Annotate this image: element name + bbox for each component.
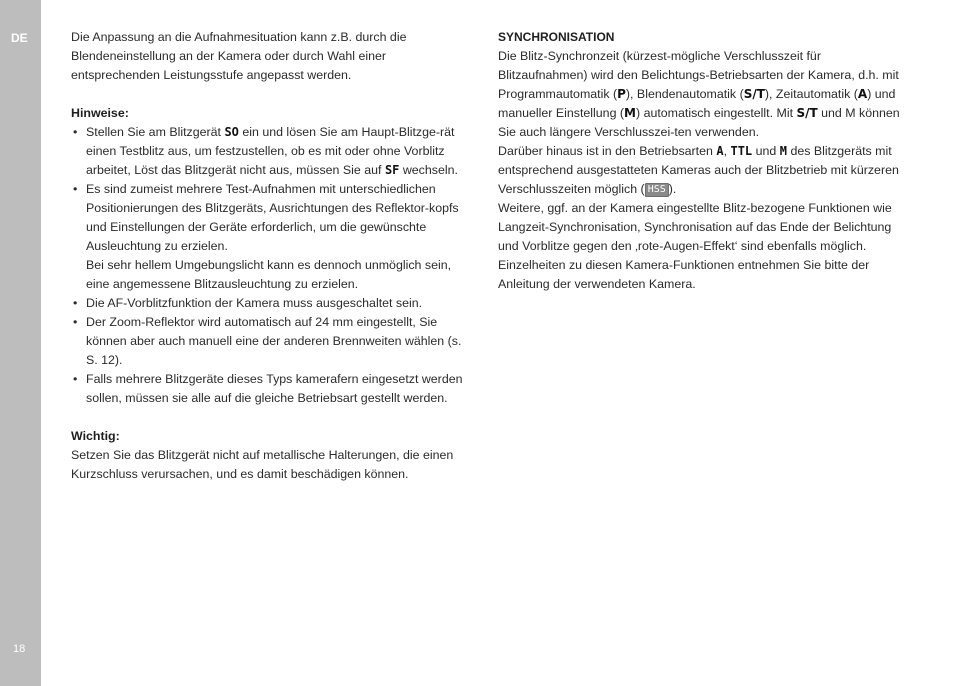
language-tab: DE (11, 31, 28, 45)
text-span: des Blitzgeräts mit entsprechend ausgestatteten Kameras auch der Blitzbetrieb mit kürzeren Verschlusszeiten möglich ( (498, 144, 899, 196)
list-item (71, 180, 474, 294)
sync-paragraph-3: Weitere, ggf. an der Kamera eingestellte Blitz-bezogene Funktionen wie Langzeit-Synchronisation, Synchronisation auf das Ende der Belichtung und Vorblitze gegen den ‚rote-Augen-Effekt‘ sind ebenfalls möglich. (498, 201, 892, 253)
page-sidebar (0, 0, 41, 686)
display-code-ttl: TTL (730, 144, 753, 158)
display-code-a: A (716, 144, 724, 158)
mode-st: S/T (743, 87, 765, 101)
text-span: ) automatisch eingestellt. Mit (636, 106, 794, 120)
page-number: 18 (13, 643, 26, 655)
wichtig-heading: Wichtig: (71, 429, 120, 443)
text-span: ), Zeitautomatik ( (764, 87, 858, 101)
list-item: • Der Zoom-Reflektor wird automatisch auf 24 mm eingestellt, Sie können aber auch manuell eine der anderen Brennweiten wählen (s. S. 12). (71, 313, 474, 370)
section-heading: SYNCHRONISATION (498, 30, 615, 44)
text-span: Es sind zumeist mehrere Test-Aufnahmen mit unterschiedlichen Positionierungen des Blitzgeräts, Ausrichtungen des Reflektor-kopfs und Einstellungen der Geräte erforderlich, um die gewünschte Ausleuchtung zu erzielen. (86, 182, 459, 253)
text-span: ein und lösen Sie am Haupt-Blitzge-rät einen Testblitz aus, um festzustellen, ob es mit oder ohne Vorblitz arbeitet, Löst das Blitzgerät nicht aus, müssen Sie auf (86, 125, 455, 177)
mode-m: M (624, 106, 636, 120)
list-item: • Falls mehrere Blitzgeräte dieses Typs kamerafern eingesetzt werden sollen, müssen sie alle auf die gleiche Betriebsart gestellt werden. (71, 370, 474, 408)
sync-paragraph-1 (498, 47, 900, 142)
hinweise-list (71, 123, 474, 408)
text-span: ). (668, 182, 677, 196)
sync-paragraph-4: Einzelheiten zu diesen Kamera-Funktionen entnehmen Sie bitte der Anleitung der verwendeten Kamera. (498, 258, 870, 291)
display-code-sf: SF (384, 163, 400, 177)
intro-paragraph: Die Anpassung an die Aufnahmesituation kann z.B. durch die Blendeneinstellung an der Kamera oder durch Wahl einer entsprechenden Leistungsstufe angepasst werden. (71, 30, 407, 82)
left-column (71, 28, 474, 484)
hss-badge: HSS (645, 183, 669, 197)
wichtig-paragraph: Setzen Sie das Blitzgerät nicht auf metallische Halterungen, die einen Kurzschluss verursachen, und es damit beschädigen können. (71, 448, 454, 481)
mode-st: S/T (796, 106, 818, 120)
text-span: Darüber hinaus ist in den Betriebsarten (498, 144, 713, 158)
text-span: und M können Sie auch längere Verschlusszei-ten verwenden. (498, 106, 900, 139)
mode-p: P (617, 87, 626, 101)
right-column (498, 28, 900, 294)
hinweise-heading: Hinweise: (71, 106, 129, 120)
text-span: wechseln. (402, 163, 458, 177)
text-span: Stellen Sie am Blitzgerät (86, 125, 221, 139)
display-code-so: SO (224, 125, 239, 139)
text-span: Bei sehr hellem Umgebungslicht kann es dennoch unmöglich sein, eine angemessene Blitzausleuchtung zu erzielen. (86, 258, 452, 291)
mode-a: A (857, 87, 868, 101)
text-span: Die Blitz-Synchronzeit (kürzest-mögliche Verschlusszeit für Blitzaufnahmen) wird den Belichtungs-Betriebsarten der Kamera, d.h. mit Programmautomatik ( (498, 49, 899, 101)
display-code-m: M (779, 144, 787, 158)
list-item: • Die AF-Vorblitzfunktion der Kamera muss ausgeschaltet sein. (71, 294, 474, 313)
text-span: ) und manueller Einstellung ( (498, 87, 896, 120)
sync-paragraph-2: Darüber hinaus ist in den Betriebsarten A, TTL und M des Blitzgeräts mit entsprechend ausgestatteten Kameras auch der Blitzbetrieb mit kürzeren Verschlusszeiten möglich ( HSS ). (498, 144, 899, 196)
text-span: und (755, 144, 777, 158)
text-span: ), Blendenautomatik ( (625, 87, 744, 101)
list-item (71, 123, 474, 180)
